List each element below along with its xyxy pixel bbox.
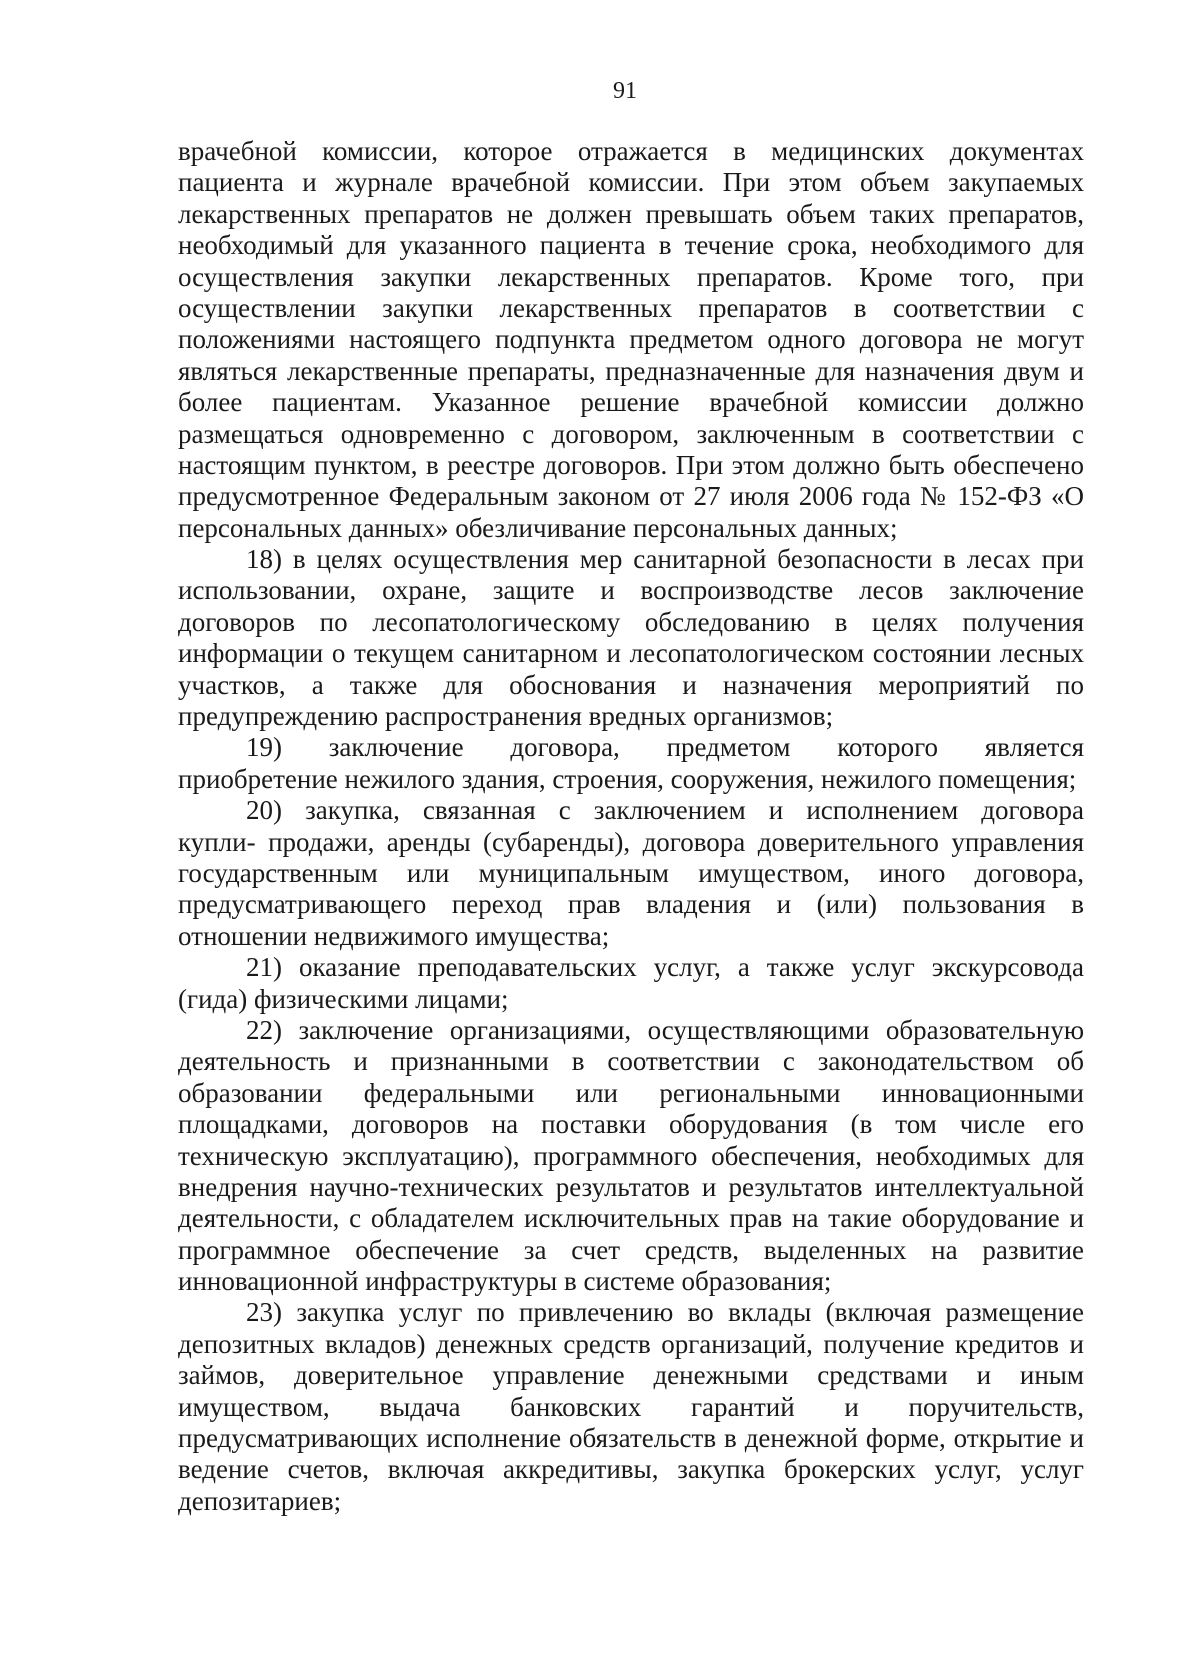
text-line: 22) заключение организациями, осуществляющими образовательную xyxy=(246,1014,1084,1045)
text-line: информации о текущем санитарном и лесопатологическом состоянии лесных xyxy=(178,638,1084,669)
text-line: осуществления закупки лекарственных препаратов. Кроме того, при xyxy=(178,261,1084,292)
text-line: ведение счетов, включая аккредитивы, закупка брокерских услуг, услуг xyxy=(178,1454,1084,1485)
text-line: деятельность и признанными в соответствии с законодательством об xyxy=(178,1046,1084,1077)
text-line: площадками, договоров на поставки оборудования (в том числе его xyxy=(178,1109,1084,1140)
text-line: деятельности, с обладателем исключительных прав на такие оборудование и xyxy=(178,1203,1084,1234)
text-line: 20) закупка, связанная с заключением и исполнением договора xyxy=(246,795,1084,826)
text-line: образовании федеральными или региональными инновационными xyxy=(178,1077,1084,1108)
text-line: предусмотренное Федеральным законом от 27 июля 2006 года № 152-ФЗ «О xyxy=(178,481,1084,512)
text-line: врачебной комиссии, которое отражается в медицинских документах xyxy=(178,136,1084,166)
text-line: участков, а также для обоснования и назначения мероприятий по xyxy=(178,669,1084,700)
text-line: внедрения научно-технических результатов и результатов интеллектуальной xyxy=(178,1171,1084,1202)
text-line: использовании, охране, защите и воспроизводстве лесов заключение xyxy=(178,575,1084,606)
text-line: займов, доверительное управление денежными средствами и иным xyxy=(178,1360,1084,1391)
text-line: 19) заключение договора, предметом которого является xyxy=(246,732,1084,763)
document-body xyxy=(178,136,1084,1517)
text-line: государственным или муниципальным имуществом, иного договора, xyxy=(178,857,1084,888)
text-line: лекарственных препаратов не должен превышать объем таких препаратов, xyxy=(178,198,1084,229)
text-line: необходимый для указанного пациента в течение срока, необходимого для xyxy=(178,230,1084,261)
text-line: депозитных вкладов) денежных средств организаций, получение кредитов и xyxy=(178,1328,1084,1359)
text-line: приобретение нежилого здания, строения, сооружения, нежилого помещения; xyxy=(178,763,1077,794)
text-line: являться лекарственные препараты, предназначенные для назначения двум и xyxy=(178,355,1084,386)
text-line: положениями настоящего подпункта предметом одного договора не могут xyxy=(178,324,1084,355)
text-line: настоящим пунктом, в реестре договоров. При этом должно быть обеспечено xyxy=(178,449,1084,480)
text-line: 23) закупка услуг по привлечению во вклады (включая размещение xyxy=(246,1297,1084,1328)
page-number: 91 xyxy=(613,78,637,104)
text-line: инновационной инфраструктуры в системе образования; xyxy=(178,1266,832,1297)
text-line: персональных данных» обезличивание персональных данных; xyxy=(178,512,898,543)
text-line: техническую эксплуатацию), программного обеспечения, необходимых для xyxy=(178,1140,1084,1171)
text-line: размещаться одновременно с договором, заключенным в соответствии с xyxy=(178,418,1084,449)
text-line: 18) в целях осуществления мер санитарной безопасности в лесах при xyxy=(246,544,1084,575)
text-line: имуществом, выдача банковских гарантий и поручительств, xyxy=(178,1391,1084,1422)
text-line: более пациентам. Указанное решение врачебной комиссии должно xyxy=(178,387,1084,418)
text-line: купли- продажи, аренды (субаренды), договора доверительного управления xyxy=(178,826,1084,857)
text-line: договоров по лесопатологическому обследованию в целях получения xyxy=(178,606,1084,637)
text-line: 21) оказание преподавательских услуг, а также услуг экскурсовода xyxy=(246,952,1084,983)
text-line: программное обеспечение за счет средств, выделенных на развитие xyxy=(178,1234,1084,1265)
text-line: (гида) физическими лицами; xyxy=(178,983,509,1014)
text-line: предусматривающих исполнение обязательств в денежной форме, открытие и xyxy=(178,1423,1084,1454)
text-line: предупреждению распространения вредных организмов; xyxy=(178,701,834,732)
text-line: осуществлении закупки лекарственных препаратов в соответствии с xyxy=(178,292,1084,323)
text-line: предусматривающего переход прав владения и (или) пользования в xyxy=(178,889,1084,920)
text-line: депозитариев; xyxy=(178,1485,342,1516)
text-line: отношении недвижимого имущества; xyxy=(178,920,610,951)
text-line: пациента и журнале врачебной комиссии. При этом объем закупаемых xyxy=(178,167,1084,198)
